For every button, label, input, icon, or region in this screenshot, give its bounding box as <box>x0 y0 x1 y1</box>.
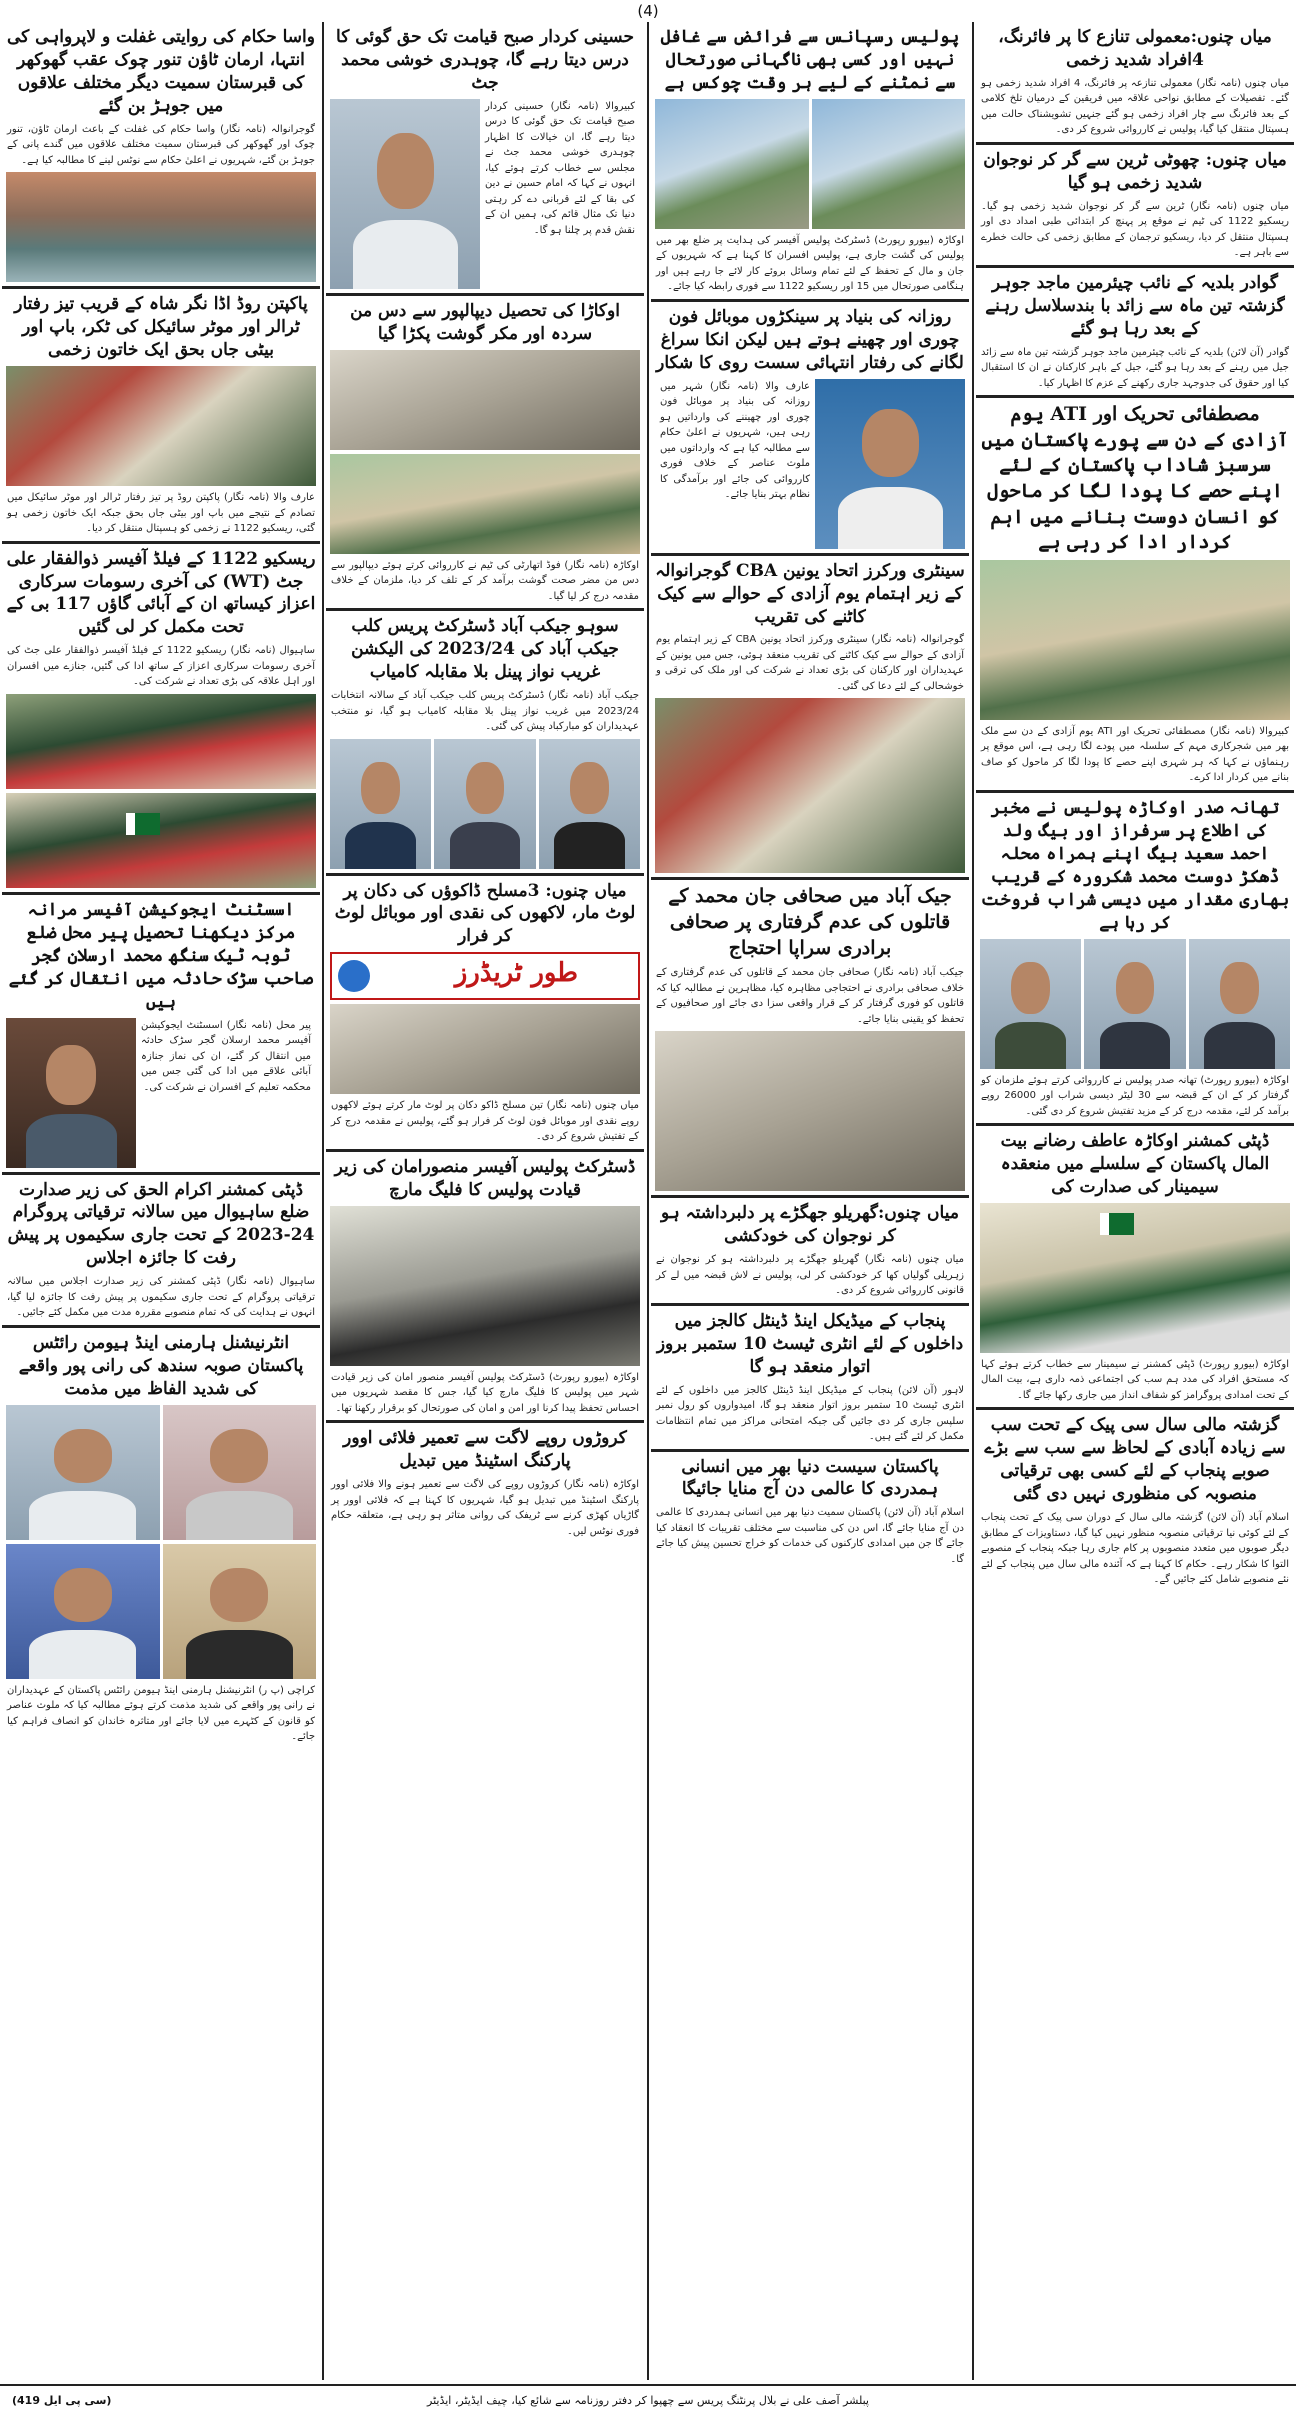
column-4 <box>2 22 320 2380</box>
column-2 <box>651 22 969 2380</box>
article-body: ساہیوال (نامہ نگار) ڈپٹی کمشنر کی زیر صدارت اجلاس میں سالانہ ترقیاتی پروگرام کے تحت جاری سکیموں پر پیش رفت کا جائزہ لیا گیا، انہوں نے ہدایت کی کہ تمام منصوبے مقررہ مدت میں مکمل کئے جائیں۔ <box>7 1276 315 1319</box>
divider <box>326 608 644 611</box>
headline: ریسکیو 1122 کے فیلڈ آفیسر ذوالفقار علی جٹ (WT) کی آخری رسومات سرکاری اعزاز کیساتھ ان کے آبائی گاؤں 117 بی کے تحت مکمل کر لی گئیں <box>6 548 316 638</box>
article-body: اوکاڑہ (نامہ نگار) کروڑوں روپے کی لاگت سے تعمیر ہونے والا فلائی اوور پارکنگ اسٹینڈ میں تبدیل ہو گیا، شہریوں کا کہنا ہے کہ فلائی اوور پر گاڑیاں کھڑی کرنے سے ٹریفک کی روانی متاثر ہو رہی ہے، متعلقہ حکام فوری نوٹس لیں۔ <box>331 1479 639 1537</box>
speaker-portrait <box>330 99 480 289</box>
headline: پنجاب کے میڈیکل اینڈ ڈینٹل کالجز میں داخلوں کے لئے انٹری ٹیسٹ 10 ستمبر بروز اتوار منعقد ہو گا <box>656 1310 964 1377</box>
divider <box>326 1149 644 1152</box>
column-rule <box>322 22 324 2380</box>
article-body: اوکاڑہ (بیورو رپورٹ) ڈسٹرکٹ پولیس آفیسر منصور امان کی زیر قیادت شہر میں پولیس کا فلیگ مارچ کیا گیا، جس کا مقصد شہریوں میں احساس تحفظ پیدا کرنا اور امن و امان کی صورتحال کو برقرار رکھنا تھا۔ <box>331 1371 639 1414</box>
headline: پاکستان سیست دنیا بھر میں انسانی ہمدردی کا عالمی دن آج منایا جائیگا <box>681 1456 939 1500</box>
page-number: (4) <box>637 2 659 20</box>
divider <box>651 553 969 556</box>
headline: گوادر بلدیہ کے نائب چیئرمین ماجد جوہر گزشتہ تین ماہ سے زائد با بندسلاسل رہنے کے بعد رہا ہو گئے <box>985 272 1285 339</box>
divider <box>976 1407 1294 1410</box>
tree-planting-photo <box>980 560 1290 720</box>
article-body: گوادر (آن لائن) بلدیہ کے نائب چیئرمین ماجد جوہر گزشتہ تین ماہ سے زائد جیل میں رہنے کے بعد رہا ہو گئے، جیل کے باہر کارکنان نے ان کا استقبال کیا اور حقوق کی جدوجہد جاری رکھنے کے عزم کا اظہار کیا۔ <box>981 346 1289 389</box>
police-officer-photo <box>980 939 1081 1069</box>
person-photo <box>163 1544 317 1679</box>
headline: میاں چنوں: 3مسلح ڈاکوؤں کی دکان پر لوٹ مار، لاکھوں کی نقدی اور موبائل لوٹ کر فرار <box>334 880 636 947</box>
divider <box>326 873 644 876</box>
divider <box>326 1420 644 1423</box>
funeral-photo <box>6 694 316 789</box>
press-club-member-photo <box>539 739 640 869</box>
victim-portrait <box>815 379 965 549</box>
story-with-portrait <box>330 99 640 289</box>
headline: جیک آباد میں صحافی جان محمد کے قاتلوں کی عدم گرفتاری پر صحافی برادری سراپا احتجاج <box>668 885 952 959</box>
headline: گزشتہ مالی سال سی پیک کے تحت سب سے زیادہ آبادی کے لحاظ سے سب سے بڑے صوبے پنجاب کے لئے کسی بھی ترقیاتی منصوبہ کی منظوری نہیں دی گئی <box>984 1415 1286 1505</box>
divider <box>976 265 1294 268</box>
photo-row <box>980 939 1290 1069</box>
headline: واسا حکام کی روایتی غفلت و لاپرواہی کی انتہا، ارمان ٹاؤن تنور چوک عقب گھوکھر کی قبرستان سمیت دیگر مختلف علاقوں میں جوہڑ بن گئے <box>7 27 315 116</box>
divider <box>651 1449 969 1452</box>
column-3 <box>326 22 644 2380</box>
article-body: اوکاڑہ (بیورو رپورٹ) تھانہ صدر پولیس نے کارروائی کرتے ہوئے ملزمان کو گرفتار کر کے ان کے قبضہ سے 30 لیٹر دیسی شراب اور 26000 روپے برآمد کر لئے، مقدمہ درج کر کے مزید تفتیش شروع کر دی گئی۔ <box>981 1074 1289 1117</box>
article-body: میاں چنوں (نامہ نگار) ٹرین سے گر کر نوجوان شدید زخمی ہو گیا۔ ریسکیو 1122 کی ٹیم نے موقع پر پہنچ کر ابتدائی طبی امداد دی اور ہسپتال منتقل کر دیا، ریسکیو ترجمان کے مطابق زخمی کی حالت خطرے سے باہر ہے۔ <box>981 200 1290 259</box>
headline: مصطفائی تحریک اور ATI یوم آزادی کے دن سے پورے پاکستان میں سرسبز شاداب پاکستان کے لئے اپنے حصے کا پودا لگا کر ماحول کو انسان دوست بنانے میں اہم کردار ادا کر رہی ہے <box>981 403 1289 554</box>
article-body: جیکب آباد (نامہ نگار) ڈسٹرکٹ پریس کلب جیکب آباد کے سالانہ انتخابات 2023/24 میں غریب نواز پینل بلا مقابلہ کامیاب ہو گیا، نو منتخب عہدیداران کو مبارکباد پیش کی گئی۔ <box>331 690 639 732</box>
article-body: کبیروالا (نامہ نگار) حسینی کردار صبح قیامت تک حق گوئی کا درس دیتا رہے گا، ان خیالات کا اظہار چوہدری خوشی محمد جٹ نے مجلس سے خطاب کرتے ہوئے کیا، انہوں نے کہا کہ امام حسین نے دین کی بقا کے لئے قربانی دے کر رہتی دنیا تک مثال قائم کی، ہمیں ان کے نقش قدم پر چلنا ہو گا۔ <box>485 100 635 236</box>
flag-march-photo <box>330 1206 640 1366</box>
divider <box>2 286 320 289</box>
imprint-line: پبلشر آصف علی نے بلال پرنٹنگ پریس سے چھپوا کر دفتر روزنامہ سے شائع کیا، چیف ایڈیٹر، ایڈیٹر <box>427 2394 869 2407</box>
press-club-member-photo <box>330 739 431 869</box>
divider <box>976 1123 1294 1126</box>
article-body: ساہیوال (نامہ نگار) ریسکیو 1122 کے فیلڈ آفیسر ذوالفقار علی جٹ کی آخری رسومات سرکاری اعزاز کے ساتھ ادا کی گئیں، جنازے میں افسران اور اہل علاقہ کی بڑی تعداد نے شرکت کی۔ <box>7 645 315 688</box>
article-body: گوجرانوالہ (نامہ نگار) سینٹری ورکرز اتحاد یونین CBA کے زیر اہتمام یوم آزادی کے حوالے سے کیک کاٹنے کی تقریب منعقد ہوئی، جس میں یونین کے عہدیداران اور کارکنان کی بڑی تعداد نے شرکت کی اور ملک کی ترقی و خوشحالی کے لئے دعا کی گئی۔ <box>656 634 965 692</box>
article-body: میاں چنوں (نامہ نگار) معمولی تنازعہ پر فائرنگ، 4 افراد شدید زخمی ہو گئے۔ تفصیلات کے مطابق نواحی علاقہ میں فریقین کے درمیان تلخ کلامی کے بعد فائرنگ سے چار افراد زخمی ہو گئے جنہیں تشویشناک حالت میں ہسپتال منتقل کیا گیا، پولیس نے کارروائی شروع کر دی۔ <box>981 77 1289 136</box>
article-body: گوجرانوالہ (نامہ نگار) واسا حکام کی غفلت کے باعث ارمان ٹاؤن، تنور چوک اور گھوکھر کی قبرستان سمیت مختلف علاقوں میں گندے پانی کے جوہڑ بن گئے، شہریوں نے اعلیٰ حکام سے نوٹس لینے کا مطالبہ کیا ہے۔ <box>7 123 315 166</box>
funeral-photo <box>6 793 316 888</box>
person-photo <box>6 1544 160 1679</box>
article-body: اوکاڑہ (بیورو رپورٹ) ڈپٹی کمشنر نے سیمینار سے خطاب کرتے ہوئے کہا کہ مستحق افراد کی مدد ہم سب کی اجتماعی ذمہ داری ہے، بیت المال کے تحت امدادی پروگرامز کو شفاف انداز میں جاری رکھا جائے گا۔ <box>981 1358 1289 1401</box>
divider <box>976 790 1294 793</box>
headline: سینٹری ورکرز اتحاد یونین CBA گوجرانوالہ کے زیر اہتمام یوم آزادی کے حوالے سے کیک کاٹنے کی تقریب <box>655 560 965 627</box>
headline: ڈسٹرکٹ پولیس آفیسر منصورامان کی زیر قیادت پولیس کا فلیگ مارچ <box>334 1156 636 1200</box>
accused-photo <box>1189 939 1290 1069</box>
police-vehicle-photo <box>655 99 809 229</box>
headline: روزانہ کی بنیاد پر سینکڑوں موبائل فون چوری اور چھینے ہوتے ہیں لیکن انکا سراغ لگانے کی رفتار انتہائی سست روی کا شکار <box>656 306 964 373</box>
article-body: عارف والا (نامہ نگار) شہر میں روزانہ کی بنیاد پر موبائل فون چوری اور چھیننے کی وارداتیں ہو رہی ہیں، شہریوں نے اعلیٰ حکام سے مطالبہ کیا ہے کہ وارداتوں میں ملوث عناصر کے خلاف فوری کارروائی کی جائے اور برآمدگی کا نظام بہتر بنایا جائے۔ <box>660 380 810 501</box>
headline: انٹرنیشنل ہارمنی اینڈ ہیومن رائٹس پاکستان صوبہ سندھ کی رانی پور واقعے کی شدید الفاظ میں مذمت <box>18 1332 304 1399</box>
cake-cutting-photo <box>655 698 965 873</box>
divider <box>2 1325 320 1328</box>
article-body: اوکاڑہ (نامہ نگار) فوڈ اتھارٹی کی ٹیم نے کارروائی کرتے ہوئے دیپالپور سے دس من مضر صحت گوشت برآمد کر کے تلف کر دیا، ملزمان کے خلاف مقدمہ درج کر لیا گیا۔ <box>331 559 639 602</box>
article-body: جیکب آباد (نامہ نگار) صحافی جان محمد کے قاتلوں کی عدم گرفتاری کے خلاف صحافی برادری نے احتجاجی مظاہرہ کیا، مظاہرین نے مطالبہ کیا کہ قاتلوں کو فوری گرفتار کر کے قرار واقعی سزا دی جائے اور صحافیوں کے تحفظ کو یقینی بنایا جائے۔ <box>656 967 964 1025</box>
flooded-street-photo <box>6 172 316 282</box>
divider <box>651 877 969 880</box>
divider <box>2 1172 320 1175</box>
article-body: کبیروالا (نامہ نگار) مصطفائی تحریک اور ATI یوم آزادی کے دن سے ملک بھر میں شجرکاری مہم کے سلسلہ میں پودے لگا رہی ہے، اس موقع پر رہنماؤں نے کہا کہ ہر شہری اپنے حصے کا پودا لگا کر ماحول کو صاف بنانے میں کردار ادا کرے۔ <box>981 725 1290 784</box>
article-body: پیر محل (نامہ نگار) اسسٹنٹ ایجوکیشن آفیسر محمد ارسلان گجر سڑک حادثہ میں انتقال کر گئے، ان کی نماز جنازہ آبائی علاقے میں ادا کی گئی جس میں محکمہ تعلیم کے افسران نے شرکت کی۔ <box>141 1019 311 1093</box>
article-body: میاں چنوں (نامہ نگار) گھریلو جھگڑے پر دلبرداشتہ ہو کر نوجوان نے زہریلی گولیاں کھا کر خودکشی کر لی، پولیس نے لاش قبضہ میں لے کر قانونی کارروائی شروع کر دی۔ <box>656 1254 964 1297</box>
seized-meat-photo <box>330 350 640 450</box>
press-club-member-photo <box>434 739 535 869</box>
deceased-portrait <box>6 1018 136 1168</box>
accident-scene-photo <box>6 366 316 486</box>
headline: ڈپٹی کمشنر اوکاڑہ عاطف رضانے بیت المال پاکستان کے سلسلے میں منعقدہ سیمینار کی صدارت کی <box>1000 1131 1270 1197</box>
registration-number: (سی پی ایل 419) <box>12 2394 112 2407</box>
story-with-portrait <box>6 1018 316 1168</box>
photo-row <box>655 99 965 229</box>
divider <box>651 1303 969 1306</box>
headline: میاں چنوں: چھوٹی ٹرین سے گر کر نوجوان شدید زخمی ہو گیا <box>983 149 1287 193</box>
headline: میاں چنوں:گھریلو جھگڑے پر دلبرداشتہ ہو کر نوجوان کی خودکشی <box>661 1203 959 1247</box>
headline: تھانہ صدر اوکاڑہ پولیس نے مخبر کی اطلاع پر سرفراز اور بیگ ولد احمد سعید بیگ اپنے ہمراہ محلہ ڈھکڑ دوست محمد شکرورہ کے قریب بھاری مقدار میں دیسی شراب فروخت کر رہا ہے <box>980 797 1290 933</box>
pakistan-flag-icon <box>126 813 160 835</box>
headline: میاں چنوں:معمولی تنازع کا پر فائرنگ، 4افراد شدید زخمی <box>998 27 1272 70</box>
police-vehicle-photo <box>812 99 966 229</box>
column-rule <box>647 22 649 2380</box>
shop-logo-icon <box>338 960 370 992</box>
divider <box>976 395 1294 398</box>
headline: پاکپتن روڈ اڈا نگر شاہ کے قریب تیز رفتار ٹرالر اور موٹر سائیکل کی ٹکر، باپ اور بیٹی جاں بحق ایک خاتون زخمی <box>14 294 308 361</box>
headline: سوہو جیکب آباد ڈسٹرکٹ پریس کلب جیکب آباد کی 2023/24 کی الیکشن غریب نواز پینل بلا مقابلہ کامیاب <box>351 616 619 683</box>
divider <box>326 293 644 296</box>
headline: اسسٹنٹ ایجوکیشن آفیسر مرانہ مرکز دیکھنا تحصیل پیر محل ضلع ٹوبہ ٹیک سنگھ محمد ارسلان گجر صاحب سڑک حادثہ میں انتقال کر گئے ہیں <box>8 899 314 1012</box>
pakistan-flag-icon <box>1100 1213 1134 1235</box>
divider <box>651 1195 969 1198</box>
seminar-photo <box>980 1203 1290 1353</box>
photo-row <box>6 1544 316 1679</box>
divider <box>651 299 969 302</box>
shop-photo <box>330 1004 640 1094</box>
divider <box>2 892 320 895</box>
person-photo <box>6 1405 160 1540</box>
protest-photo <box>655 1031 965 1191</box>
article-body: اسلام آباد (آن لائن) پاکستان سمیت دنیا بھر میں انسانی ہمدردی کا عالمی دن آج منایا جائے گا، اس دن کی مناسبت سے مختلف تقریبات کا انعقاد کیا جائے گا جن میں امدادی کارکنوں کی خدمات کو خراج تحسین پیش کیا جائے گا۔ <box>656 1507 964 1565</box>
column-rule <box>972 22 974 2380</box>
shop-sign-text: طور ٹریڈرز <box>454 958 578 989</box>
headline: اوکاڑا کی تحصیل دیپالپور سے دس من سردہ اور مکر گوشت پکڑا گیا <box>350 300 620 344</box>
person-photo <box>163 1405 317 1540</box>
article-body: اوکاڑہ (بیورو رپورٹ) ڈسٹرکٹ پولیس آفیسر کی ہدایت پر ضلع بھر میں پولیس کی گشت جاری ہے، پولیس افسران کا کہنا ہے کہ شہریوں کے جان و مال کے تحفظ کے لئے تمام وسائل بروئے کار لائے جا رہے ہیں اور ہنگامی صورتحال میں 15 اور ریسکیو 1122 سے فوری رابطہ کیا جائے۔ <box>656 234 964 293</box>
headline: کروڑوں روپے لاگت سے تعمیر فلائی اوور پارکنگ اسٹینڈ میں تبدیل <box>343 1428 627 1472</box>
article-body: کراچی (پ ر) انٹرنیشنل ہارمنی اینڈ ہیومن رائٹس پاکستان کے عہدیداران نے رانی پور واقعے کی شدید مذمت کرتے ہوئے مطالبہ کیا کہ ملوث عناصر کو قانون کے کٹہرے میں لایا جائے اور متاثرہ خاندان کو انصاف فراہم کیا جائے۔ <box>7 1684 315 1743</box>
photo-row <box>330 739 640 869</box>
imprint-footer <box>0 2384 1296 2419</box>
photo-row <box>6 1405 316 1540</box>
headline: حسینی کردار صبح قیامت تک حق گوئی کا درس دیتا رہے گا، چوہدری خوشی محمد جٹ <box>336 27 634 93</box>
headline: پولیس رسپانس سے فرائض سے غافل نہیں اور کسی بھی ناگہانی صورتحال سے نمٹنے کے لیے ہر وقت چوکس ہے <box>660 27 960 93</box>
divider <box>976 142 1294 145</box>
accused-photo <box>1084 939 1185 1069</box>
article-body: اسلام آباد (آن لائن) گزشتہ مالی سال کے دوران سی پیک کے تحت پنجاب کے لئے کوئی نیا ترقیاتی منصوبہ منظور نہیں کیا گیا، دستاویزات کے مطابق دیگر صوبوں میں متعدد منصوبوں پر کام جاری رہا جبکہ پنجاب کے منصوبے التوا کا شکار رہے۔ حکام کا کہنا ہے کہ آئندہ مالی سال میں پنجاب کے لئے نئے منصوبے شامل کئے جائیں گے۔ <box>981 1512 1289 1586</box>
article-body: لاہور (آن لائن) پنجاب کے میڈیکل اینڈ ڈینٹل کالجز میں داخلوں کے لئے انٹری ٹیسٹ 10 ستمبر بروز اتوار منعقد ہو گا، امیدواروں کو رول نمبر سلپس جاری کر دی جائیں گی جبکہ امتحانی مراکز میں تمام انتظامات مکمل کر لئے گئے ہیں۔ <box>656 1384 964 1443</box>
food-authority-team-photo <box>330 454 640 554</box>
headline: ڈپٹی کمشنر اکرام الحق کی زیر صدارت ضلع ساہیوال میں سالانہ ترقیاتی پروگرام 24-2023 کے تحت جاری سکیموں پر پیش رفت کا جائزہ اجلاس <box>7 1179 315 1269</box>
story-with-portrait <box>655 379 965 549</box>
article-body: میاں چنوں (نامہ نگار) تین مسلح ڈاکو دکان پر لوٹ مار کرتے ہوئے لاکھوں روپے نقدی اور موبائل فون لوٹ کر فرار ہو گئے، پولیس نے مقدمہ درج کر کے تفتیش شروع کر دی۔ <box>331 1100 639 1143</box>
divider <box>2 541 320 544</box>
shop-sign <box>330 952 640 1000</box>
column-1 <box>976 22 1294 2380</box>
article-body: عارف والا (نامہ نگار) پاکپتن روڈ پر تیز رفتار ٹرالر اور موٹر سائیکل میں تصادم کے نتیجے میں باپ اور بیٹی جاں بحق جبکہ ایک خاتون زخمی ہو گئی، ریسکیو 1122 نے زخمی کو ہسپتال منتقل کر دیا۔ <box>7 492 315 535</box>
